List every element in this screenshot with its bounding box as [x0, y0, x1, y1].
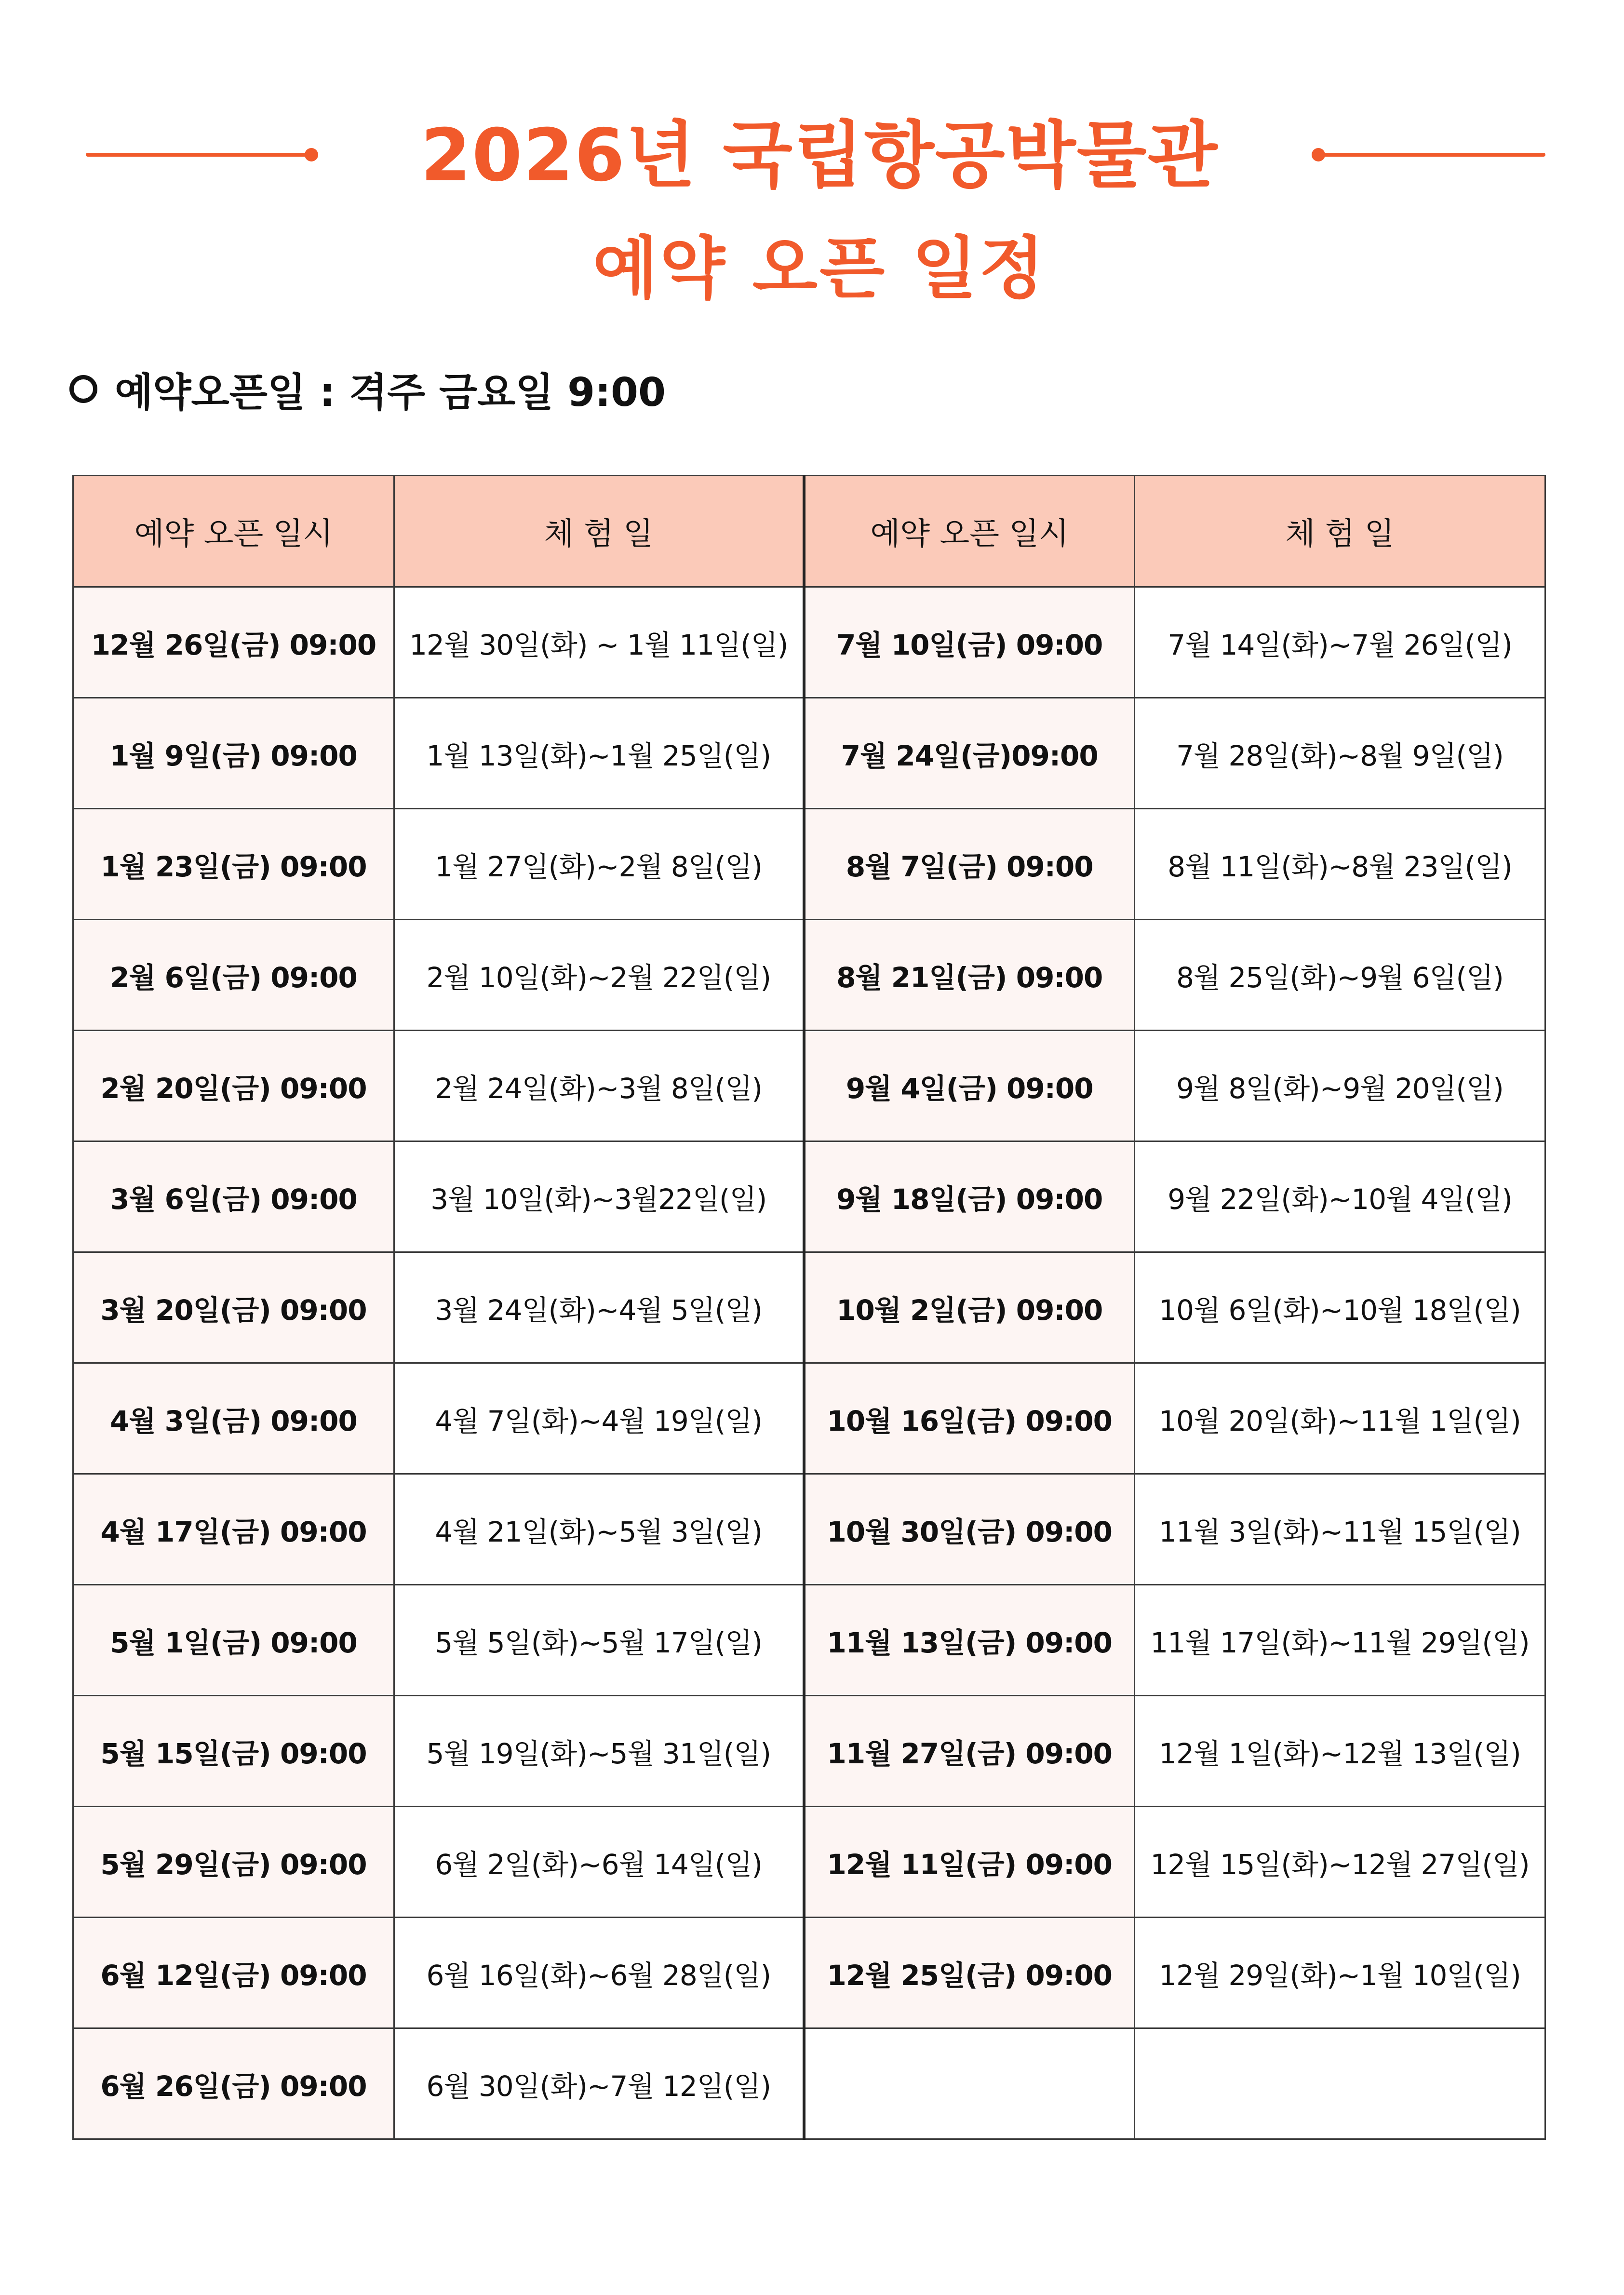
experience-date-cell: 6월 2일(화)~6월 14일(일): [394, 1807, 804, 1918]
open-schedule-notice: [69, 367, 666, 416]
experience-date-cell: 11월 17일(화)~11월 29일(일): [1135, 1585, 1545, 1696]
title-decoration-dot-right: [1312, 148, 1325, 161]
open-datetime-cell: 1월 23일(금) 09:00: [73, 809, 394, 920]
page-title: 2026년 국립항공박물관: [420, 114, 1219, 198]
experience-date-cell: 9월 22일(화)~10월 4일(일): [1135, 1141, 1545, 1252]
table-row: [73, 1474, 1545, 1585]
open-datetime-cell: 7월 10일(금) 09:00: [804, 587, 1135, 698]
open-datetime-cell: 3월 20일(금) 09:00: [73, 1252, 394, 1363]
open-datetime-cell: 12월 25일(금) 09:00: [804, 1918, 1135, 2028]
table-row: [73, 1363, 1545, 1474]
open-datetime-cell: 6월 12일(금) 09:00: [73, 1918, 394, 2028]
table-row: [73, 1141, 1545, 1252]
open-datetime-cell: 9월 18일(금) 09:00: [804, 1141, 1135, 1252]
experience-date-cell: 12월 30일(화) ~ 1월 11일(일): [394, 587, 804, 698]
column-header-open-datetime: 예약 오픈 일시: [804, 476, 1135, 587]
experience-date-cell: 6월 16일(화)~6월 28일(일): [394, 1918, 804, 2028]
table-row: [73, 698, 1545, 809]
experience-date-cell: 11월 3일(화)~11월 15일(일): [1135, 1474, 1545, 1585]
table-row: [73, 1585, 1545, 1696]
table-row: [73, 2028, 1545, 2139]
open-datetime-cell: 5월 29일(금) 09:00: [73, 1807, 394, 1918]
open-datetime-cell: 6월 26일(금) 09:00: [73, 2028, 394, 2139]
open-datetime-cell: 8월 7일(금) 09:00: [804, 809, 1135, 920]
open-datetime-cell: 10월 2일(금) 09:00: [804, 1252, 1135, 1363]
experience-date-cell: 1월 13일(화)~1월 25일(일): [394, 698, 804, 809]
experience-date-cell: 12월 29일(화)~1월 10일(일): [1135, 1918, 1545, 2028]
experience-date-cell: 5월 5일(화)~5월 17일(일): [394, 1585, 804, 1696]
table-row: [73, 1031, 1545, 1141]
open-datetime-cell: 1월 9일(금) 09:00: [73, 698, 394, 809]
experience-date-cell: 8월 11일(화)~8월 23일(일): [1135, 809, 1545, 920]
table-row: [73, 1807, 1545, 1918]
open-datetime-cell: 12월 26일(금) 09:00: [73, 587, 394, 698]
title-decoration-line-left: [86, 153, 312, 157]
circle-bullet-icon: [69, 375, 97, 403]
experience-date-cell: 10월 20일(화)~11월 1일(일): [1135, 1363, 1545, 1474]
notice-text: 예약오픈일 : 격주 금요일 9:00: [115, 369, 666, 416]
open-datetime-cell: 12월 11일(금) 09:00: [804, 1807, 1135, 1918]
table-row: [73, 1696, 1545, 1807]
experience-date-cell: 4월 7일(화)~4월 19일(일): [394, 1363, 804, 1474]
table-row: [73, 587, 1545, 698]
experience-date-cell: 4월 21일(화)~5월 3일(일): [394, 1474, 804, 1585]
title-decoration-dot-left: [305, 148, 318, 161]
open-datetime-cell: 5월 15일(금) 09:00: [73, 1696, 394, 1807]
open-datetime-cell: 10월 30일(금) 09:00: [804, 1474, 1135, 1585]
reservation-schedule-table: [72, 475, 1546, 2140]
empty-cell: [804, 2028, 1135, 2139]
experience-date-cell: 10월 6일(화)~10월 18일(일): [1135, 1252, 1545, 1363]
open-datetime-cell: 11월 27일(금) 09:00: [804, 1696, 1135, 1807]
experience-date-cell: 6월 30일(화)~7월 12일(일): [394, 2028, 804, 2139]
experience-date-cell: 8월 25일(화)~9월 6일(일): [1135, 920, 1545, 1031]
experience-date-cell: 5월 19일(화)~5월 31일(일): [394, 1696, 804, 1807]
open-datetime-cell: 7월 24일(금)09:00: [804, 698, 1135, 809]
open-datetime-cell: 10월 16일(금) 09:00: [804, 1363, 1135, 1474]
title-decoration-line-right: [1315, 153, 1545, 157]
experience-date-cell: 12월 1일(화)~12월 13일(일): [1135, 1696, 1545, 1807]
open-datetime-cell: 2월 6일(금) 09:00: [73, 920, 394, 1031]
table-row: [73, 1252, 1545, 1363]
experience-date-cell: 7월 28일(화)~8월 9일(일): [1135, 698, 1545, 809]
open-datetime-cell: 5월 1일(금) 09:00: [73, 1585, 394, 1696]
open-datetime-cell: 2월 20일(금) 09:00: [73, 1031, 394, 1141]
page-subtitle: 예약 오픈 일정: [592, 229, 1047, 308]
column-header-open-datetime: 예약 오픈 일시: [73, 476, 394, 587]
empty-cell: [1135, 2028, 1545, 2139]
table-row: [73, 809, 1545, 920]
experience-date-cell: 12월 15일(화)~12월 27일(일): [1135, 1807, 1545, 1918]
open-datetime-cell: 3월 6일(금) 09:00: [73, 1141, 394, 1252]
table-header-row: [73, 476, 1545, 587]
open-datetime-cell: 8월 21일(금) 09:00: [804, 920, 1135, 1031]
experience-date-cell: 3월 10일(화)~3월22일(일): [394, 1141, 804, 1252]
table-row: [73, 1918, 1545, 2028]
experience-date-cell: 3월 24일(화)~4월 5일(일): [394, 1252, 804, 1363]
column-header-experience-date: 체 험 일: [1135, 476, 1545, 587]
schedule-table-body: [73, 587, 1545, 2139]
open-datetime-cell: 4월 17일(금) 09:00: [73, 1474, 394, 1585]
column-header-experience-date: 체 험 일: [394, 476, 804, 587]
experience-date-cell: 2월 24일(화)~3월 8일(일): [394, 1031, 804, 1141]
experience-date-cell: 9월 8일(화)~9월 20일(일): [1135, 1031, 1545, 1141]
experience-date-cell: 7월 14일(화)~7월 26일(일): [1135, 587, 1545, 698]
table-row: [73, 920, 1545, 1031]
open-datetime-cell: 9월 4일(금) 09:00: [804, 1031, 1135, 1141]
open-datetime-cell: 11월 13일(금) 09:00: [804, 1585, 1135, 1696]
experience-date-cell: 2월 10일(화)~2월 22일(일): [394, 920, 804, 1031]
experience-date-cell: 1월 27일(화)~2월 8일(일): [394, 809, 804, 920]
open-datetime-cell: 4월 3일(금) 09:00: [73, 1363, 394, 1474]
